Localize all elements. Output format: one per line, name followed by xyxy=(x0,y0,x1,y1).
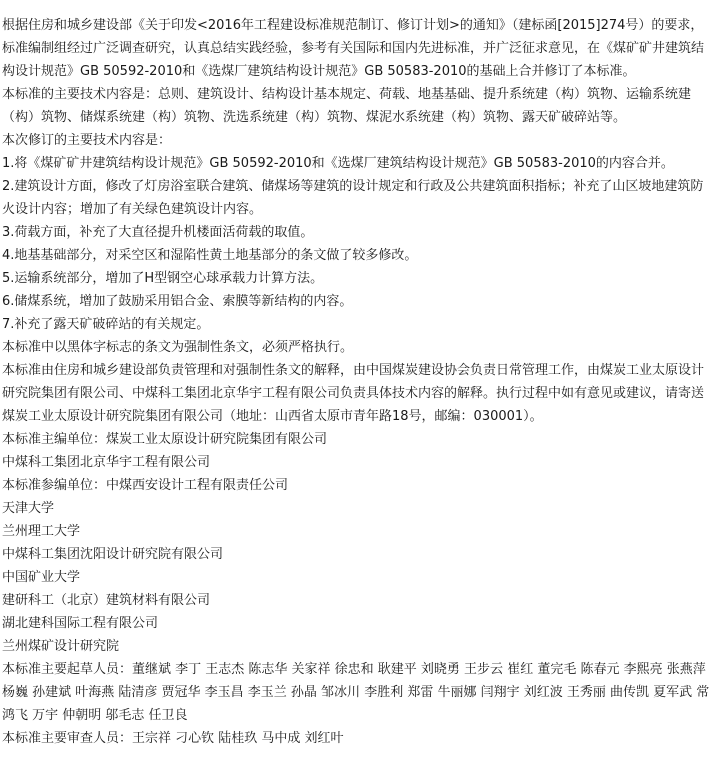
chief-editor-unit: 本标准主编单位：煤炭工业太原设计研究院集团有限公司 xyxy=(2,432,328,447)
intro-paragraph: 根据住房和城乡建设部《关于印发<2016年工程建设标准规范制订、修订计划>的通知》（建标函[2015]274号）的要求，标准编制组经过广泛调查研究，认真总结实践经验，参考有关国际和国内先进标准，并广泛征求意见，在《煤矿矿井建筑结构设计规范》GB 50592-2010和《选煤厂建筑结构设计规范》GB 50583-2010的基础上合并修订了本标准。 xyxy=(2,18,705,79)
reviewers-list: 本标准主要审查人员：王宗祥 刁心钦 陆桂玖 马中成 刘红叶 xyxy=(2,731,344,746)
revision-item-3: 3.荷载方面，补充了大直径提升机楼面活荷载的取值。 xyxy=(2,225,314,240)
participating-unit: 兰州理工大学 xyxy=(2,524,81,539)
revision-item-2: 2.建筑设计方面，修改了灯房浴室联合建筑、储煤场等建筑的设计规定和行政及公共建筑面积指标；补充了山区坡地建筑防火设计内容；增加了有关绿色建筑设计内容。 xyxy=(2,179,704,217)
mandatory-clause-note: 本标准中以黑体字标志的条文为强制性条文，必须严格执行。 xyxy=(2,340,354,355)
revision-item-6: 6.储煤系统，增加了鼓励采用铝合金、索膜等新结构的内容。 xyxy=(2,294,353,309)
drafters-list: 本标准主要起草人员：董继斌 李丁 王志杰 陈志华 关家祥 徐忠和 耿建平 刘晓勇 王步云 崔红 董完毛 陈春元 李熙亮 张燕萍 杨巍 孙建斌 叶海燕 陆清彦 贾冠华 李玉昌 李玉兰 孙晶 邹冰川 李胜利 郑雷 牛丽娜 闫翔宇 刘红波 王秀丽 曲传凯 夏军武 常鸿飞 万宇 仲朝明 邬毛志 任卫良 xyxy=(2,662,710,723)
participating-unit: 兰州煤矿设计研究院 xyxy=(2,639,120,654)
revision-heading: 本次修订的主要技术内容是： xyxy=(2,133,172,148)
participating-unit: 天津大学 xyxy=(2,501,55,516)
management-paragraph: 本标准由住房和城乡建设部负责管理和对强制性条文的解释，由中国煤炭建设协会负责日常管理工作，由煤炭工业太原设计研究院集团有限公司、中煤科工集团北京华宇工程有限公司负责具体技术内容的解释。执行过程中如有意见或建议，请寄送煤炭工业太原设计研究院集团有限公司（地址：山西省太原市青年路18号，邮编：030001）。 xyxy=(2,363,705,424)
main-content-paragraph: 本标准的主要技术内容是：总则、建筑设计、结构设计基本规定、荷载、地基基础、提升系统建（构）筑物、运输系统建（构）筑物、储煤系统建（构）筑物、洗选系统建（构）筑物、煤泥水系统建（构）筑物、露天矿破碎站等。 xyxy=(2,87,692,125)
participating-unit: 建研科工（北京）建筑材料有限公司 xyxy=(2,593,211,608)
participating-unit-line: 本标准参编单位：中煤西安设计工程有限责任公司 xyxy=(2,478,289,493)
revision-item-4: 4.地基基础部分，对采空区和湿陷性黄土地基部分的条文做了较多修改。 xyxy=(2,248,418,263)
revision-item-1: 1.将《煤矿矿井建筑结构设计规范》GB 50592-2010和《选煤厂建筑结构设计规范》GB 50583-2010的内容合并。 xyxy=(2,156,674,171)
revision-item-7: 7.补充了露天矿破碎站的有关规定。 xyxy=(2,317,210,332)
chief-editor-unit-2: 中煤科工集团北京华宇工程有限公司 xyxy=(2,455,211,470)
revision-item-5: 5.运输系统部分，增加了H型钢空心球承载力计算方法。 xyxy=(2,271,324,286)
participating-unit: 中国矿业大学 xyxy=(2,570,81,585)
participating-unit: 中煤科工集团沈阳设计研究院有限公司 xyxy=(2,547,224,562)
participating-unit: 湖北建科国际工程有限公司 xyxy=(2,616,159,631)
